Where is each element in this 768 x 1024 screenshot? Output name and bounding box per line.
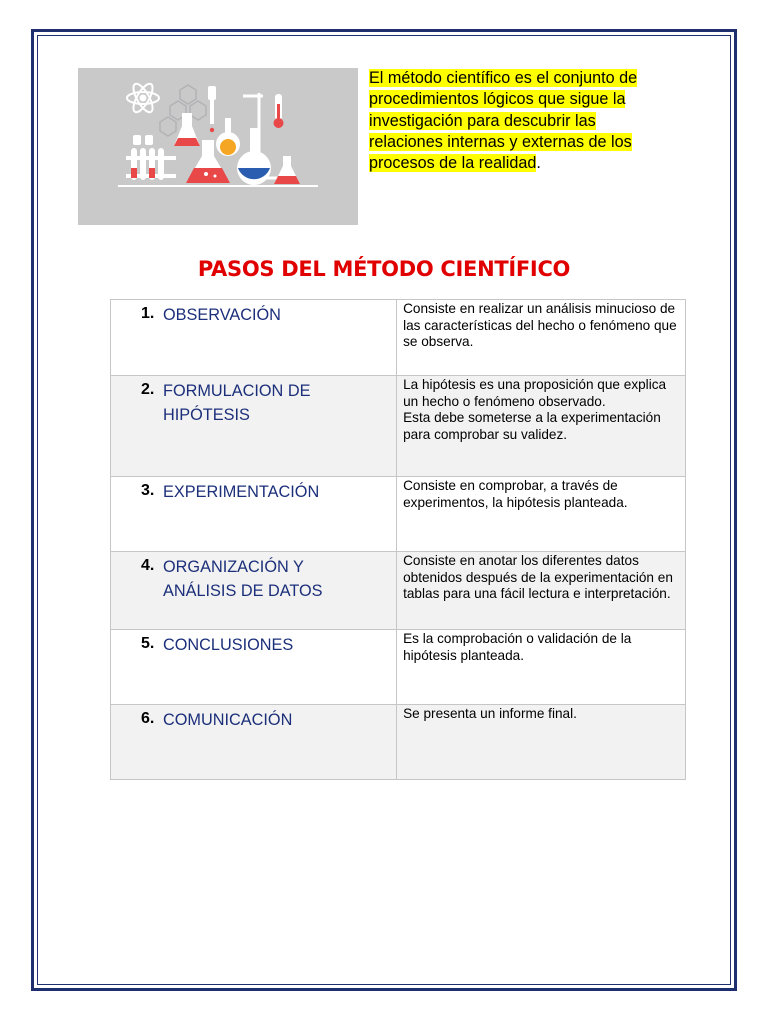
steps-table <box>110 299 686 780</box>
step-description: Consiste en realizar un análisis minucioso de las características del hecho o fenómeno que se observa. <box>403 301 677 350</box>
step-name: FORMULACION DE HIPÓTESIS <box>163 382 311 424</box>
desc-cell <box>397 630 686 705</box>
atom-icon <box>127 81 159 115</box>
lab-illustration <box>78 68 358 225</box>
intro-highlighted-text: El método científico es el conjunto de procedimientos lógicos que sigue la investigación para descubrir las relaciones internas y externas de los procesos de la realidad <box>369 69 638 173</box>
thermometer-icon <box>274 94 284 128</box>
step-cell <box>111 300 397 376</box>
dropper-icon <box>208 86 216 132</box>
desc-cell <box>397 300 686 376</box>
table-row <box>111 300 686 376</box>
step-name: ORGANIZACIÓN Y ANÁLISIS DE DATOS <box>163 558 323 600</box>
step-number: 1. <box>141 305 155 322</box>
step-number: 5. <box>141 635 155 652</box>
page-title: PASOS DEL MÉTODO CIENTÍFICO <box>197 257 571 281</box>
step-cell <box>111 477 397 552</box>
intro-paragraph <box>369 68 659 174</box>
hero-image <box>78 68 358 225</box>
step-cell <box>111 552 397 630</box>
step-description: Es la comprobación o validación de la hipótesis planteada. <box>403 631 632 663</box>
step-cell <box>111 630 397 705</box>
step-number: 2. <box>141 381 155 398</box>
table-row <box>111 705 686 780</box>
table-row <box>111 630 686 705</box>
test-tube-rack-icon <box>126 135 176 180</box>
step-description: Se presenta un informe final. <box>403 706 577 721</box>
table-row <box>111 477 686 552</box>
step-number: 4. <box>141 557 155 574</box>
round-bottom-flask-icon <box>237 128 271 185</box>
step-description: Consiste en comprobar, a través de experimentos, la hipótesis planteada. <box>403 478 628 510</box>
step-cell <box>111 705 397 780</box>
round-flask-icon <box>216 118 240 156</box>
desc-cell <box>397 376 686 477</box>
intro-period: . <box>536 154 541 173</box>
step-cell <box>111 376 397 477</box>
step-name: EXPERIMENTACIÓN <box>163 483 320 501</box>
step-name: OBSERVACIÓN <box>163 306 281 324</box>
step-number: 3. <box>141 482 155 499</box>
desc-cell <box>397 477 686 552</box>
table-row <box>111 552 686 630</box>
step-number: 6. <box>141 710 155 727</box>
step-description: La hipótesis es una proposición que explica un hecho o fenómeno observado. <box>403 377 667 409</box>
step-name: COMUNICACIÓN <box>163 711 293 729</box>
desc-cell <box>397 552 686 630</box>
desc-cell <box>397 705 686 780</box>
step-name: CONCLUSIONES <box>163 636 294 654</box>
step-description: Consiste en anotar los diferentes datos obtenidos después de la experimentación en tablas para una fácil lectura e interpretación. <box>403 553 673 602</box>
small-flask-icon <box>274 156 300 184</box>
table-row <box>111 376 686 477</box>
step-description-extra: Esta debe someterse a la experimentación para comprobar su validez. <box>403 410 661 443</box>
